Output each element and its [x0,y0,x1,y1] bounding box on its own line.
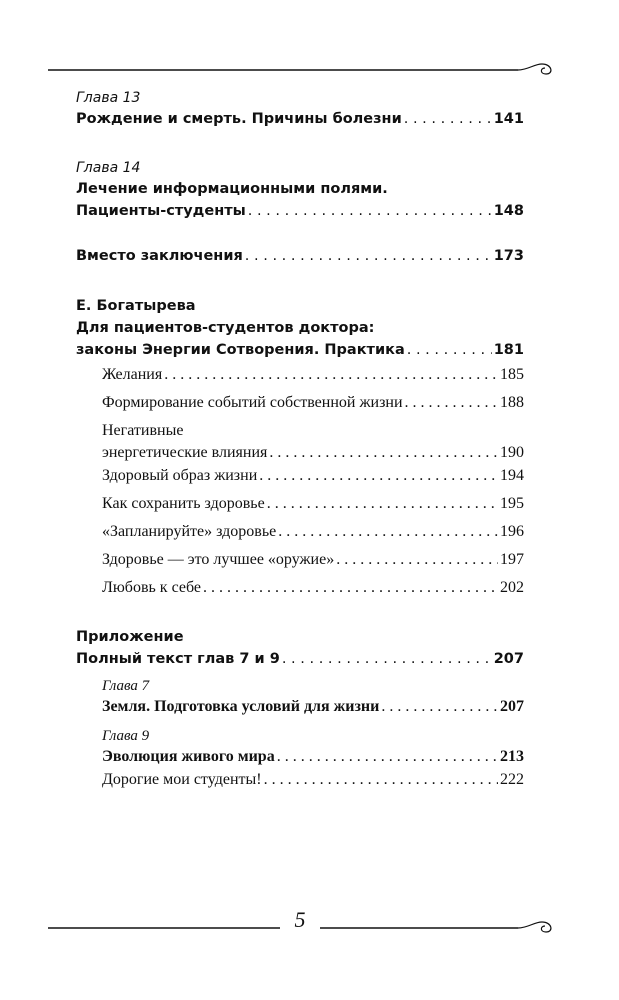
entry-title: Пациенты-студенты [76,203,246,219]
page-ref: 190 [500,444,524,461]
toc-line [102,696,524,718]
toc-line [76,108,524,130]
page-ref: 197 [500,551,524,568]
entry-title: Желания [102,366,163,383]
entry-title-line1: Лечение информационными полями. [76,181,388,197]
entry-title-line1: Для пациентов-студентов доктора: [76,320,375,336]
page-ref: 207 [493,651,524,667]
dot-leader [404,108,492,130]
dot-leader [277,746,498,768]
entry-title: Любовь к себе [102,579,201,596]
entry-title: Дорогие мои студенты! [102,771,262,788]
toc-subentry-chapter-9[interactable] [102,726,524,768]
toc-entry-conclusion[interactable] [76,245,524,267]
dot-leader [164,364,498,386]
toc-entry-chapter-13[interactable] [76,88,524,130]
entry-title: Полный текст глав 7 и 9 [76,651,280,667]
appendix-heading: Приложение [76,629,184,645]
page-ref: 181 [493,342,524,358]
dot-leader [245,245,492,267]
dot-leader [267,493,498,515]
page-ref: 195 [500,495,524,512]
page-ref: 207 [500,698,524,715]
dot-leader [278,521,498,543]
part-author: Е. Богатырева [76,298,196,314]
page-ref: 141 [493,111,524,127]
toc-line [102,493,524,515]
toc-subentry[interactable] [102,420,524,464]
entry-title: Здоровый образ жизни [102,467,258,484]
dot-leader [259,465,498,487]
toc-line [102,392,524,414]
entry-title: законы Энергии Сотворения. Практика [76,342,405,358]
page-ref: 213 [500,748,524,765]
entry-title: Здоровье — это лучшее «оружие» [102,551,335,568]
page-ref: 222 [500,771,524,788]
toc-line [102,769,524,791]
toc-subentry[interactable] [102,769,524,791]
dot-leader [264,769,498,791]
dot-leader [407,339,492,361]
toc-entry-appendix[interactable] [76,626,524,670]
dot-leader [381,696,498,718]
toc-line [102,442,524,464]
entry-title: Вместо заключения [76,248,243,264]
toc-subentry-chapter-7[interactable] [102,676,524,718]
dot-leader [203,577,498,599]
entry-title: Земля. Подготовка условий для жизни [102,698,380,715]
toc-subentry[interactable] [102,521,524,543]
toc-subentry[interactable] [102,577,524,599]
toc-line [102,465,524,487]
entry-title: «Запланируйте» здоровье [102,523,277,540]
toc-subentry[interactable] [102,549,524,571]
page-ref: 188 [500,394,524,411]
dot-leader [282,648,492,670]
toc-subentry[interactable] [102,493,524,515]
dot-leader [336,549,498,571]
page-ref: 194 [500,467,524,484]
toc-line [102,549,524,571]
toc-subentry[interactable] [102,465,524,487]
entry-title: энергетические влияния [102,444,268,461]
entry-title: Как сохранить здоровье [102,495,265,512]
entry-title: Формирование событий собственной жизни [102,394,403,411]
page-ref: 185 [500,366,524,383]
dot-leader [248,200,492,222]
chapter-label: Глава 13 [76,90,141,106]
toc-line [102,577,524,599]
toc-line [76,339,524,361]
entry-title: Эволюция живого мира [102,748,275,765]
toc-subentry[interactable] [102,364,524,386]
entry-title-line1: Негативные [102,422,184,439]
chapter-label: Глава 14 [76,160,141,176]
chapter-label: Глава 7 [102,678,150,694]
toc-subentry[interactable] [102,392,524,414]
page-ref: 148 [493,203,524,219]
page-ref: 202 [500,579,524,596]
page-ref: 196 [500,523,524,540]
toc-line [102,521,524,543]
toc-entry-part[interactable] [76,295,524,361]
toc-line [76,245,524,267]
entry-title: Рождение и смерть. Причины болезни [76,111,402,127]
chapter-label: Глава 9 [102,728,150,744]
top-ornament-rule [48,60,571,80]
toc-entry-chapter-14[interactable] [76,158,524,222]
dot-leader [269,442,498,464]
page-ref: 173 [493,248,524,264]
toc-line [76,200,524,222]
page-number: 5 [280,906,320,934]
toc-line [102,364,524,386]
toc-line [76,648,524,670]
dot-leader [405,392,498,414]
toc-line [102,746,524,768]
